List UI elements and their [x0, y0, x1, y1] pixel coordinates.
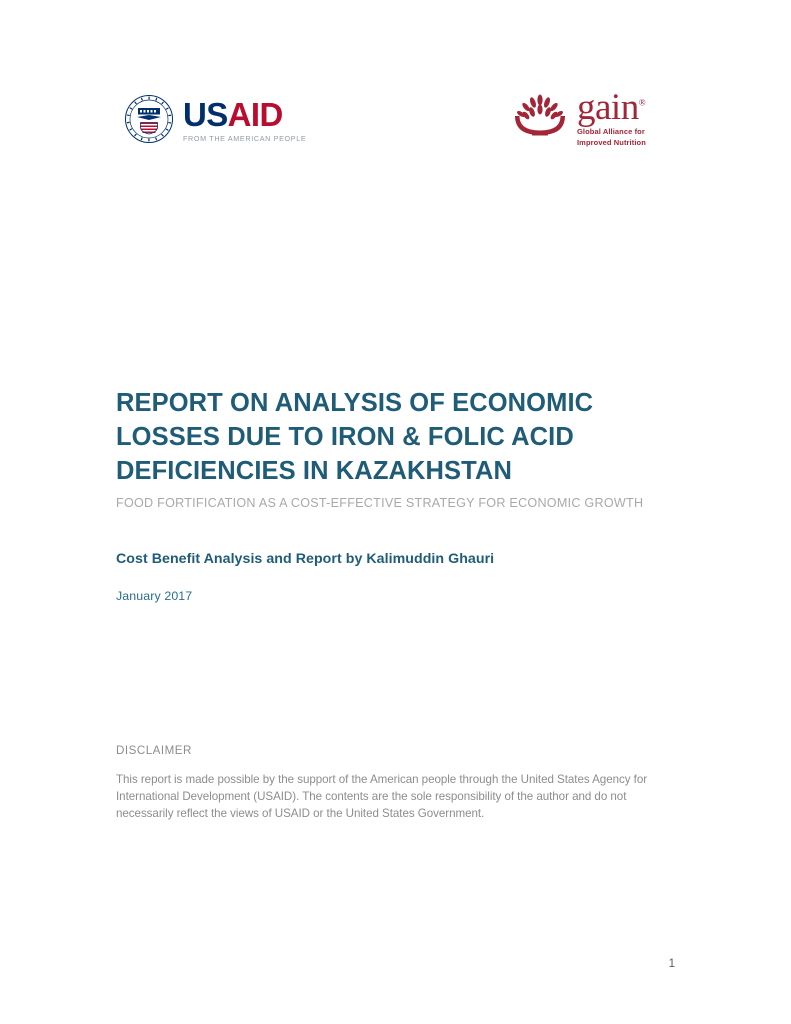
gain-logo	[512, 87, 646, 149]
usaid-wordmark-aid: AID	[227, 95, 283, 133]
page-title-line-2: LOSSES DUE TO IRON & FOLIC ACID	[116, 423, 574, 451]
gain-tagline-line1: Global Alliance for	[577, 127, 645, 137]
gain-tagline	[577, 126, 646, 149]
logo-band	[0, 88, 791, 158]
author-line: Cost Benefit Analysis and Report by Kalimuddin Ghauri	[116, 551, 495, 567]
usaid-seal-icon	[124, 94, 174, 144]
page-number: 1	[668, 958, 675, 970]
usaid-wordmark-us: US	[183, 95, 228, 133]
usaid-logo	[124, 94, 306, 144]
gain-tagline-line2: Improved Nutrition	[577, 138, 646, 148]
publication-date: January 2017	[116, 589, 193, 603]
disclaimer-heading: DISCLAIMER	[116, 744, 192, 757]
page-title	[116, 386, 716, 488]
gain-registered-mark: ®	[638, 97, 646, 108]
usaid-wordmark-block	[183, 96, 306, 143]
gain-wordmark	[577, 87, 646, 128]
gain-wordmark-text: gain	[577, 87, 639, 128]
disclaimer-body: This report is made possible by the support of the American people through the United States Agency for International Development (USAID). The contents are the sole responsibility of the author and do not necessarily reflect the views of USAID or the United States Government.	[116, 773, 648, 821]
gain-text-block	[577, 87, 646, 149]
usaid-tagline: FROM THE AMERICAN PEOPLE	[183, 133, 307, 143]
page-subtitle: FOOD FORTIFICATION AS A COST-EFFECTIVE STRATEGY FOR ECONOMIC GROWTH	[116, 496, 644, 510]
gain-bowl-wheat-icon	[512, 93, 568, 139]
page-title-line-3: DEFICIENCIES IN KAZAKHSTAN	[116, 457, 512, 485]
usaid-wordmark	[183, 95, 306, 133]
disclaimer-block	[116, 743, 672, 823]
title-block	[116, 386, 716, 605]
page-title-line-1: REPORT ON ANALYSIS OF ECONOMIC	[116, 389, 594, 417]
